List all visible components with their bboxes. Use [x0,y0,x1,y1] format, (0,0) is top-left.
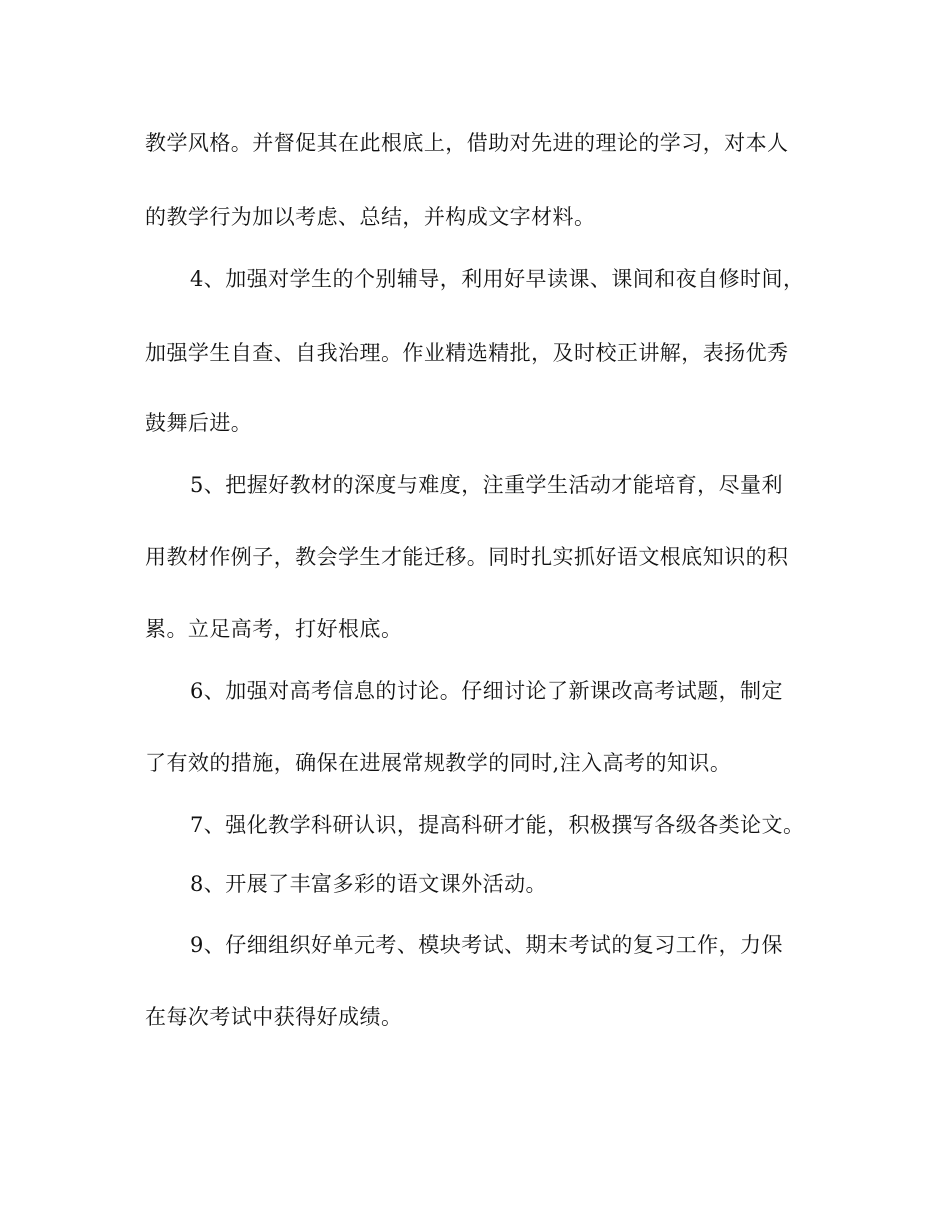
paragraph-9-start: 9、仔细组织好单元考、模块考试、期末考试的复习工作，力保 [190,933,783,957]
paragraph-4-start: 4、加强对学生的个别辅导，利用好早读课、课间和夜自修时间， [190,267,805,291]
text-line: 在每次考试中获得好成绩。 [145,1005,403,1029]
text-line: 累。立足高考，打好根底。 [145,617,403,641]
text-line: 鼓舞后进。 [145,411,253,435]
text-line: 用教材作例子，教会学生才能迁移。同时扎实抓好语文根底知识的积 [145,545,789,569]
text-line: 教学风格。并督促其在此根底上，借助对先进的理论的学习，对本人 [145,131,789,155]
paragraph-8: 8、开展了丰富多彩的语文课外活动。 [190,872,548,896]
paragraph-6-start: 6、加强对高考信息的讨论。仔细讨论了新课改高考试题，制定 [190,679,783,703]
text-line: 的教学行为加以考虑、总结，并构成文字材料。 [145,205,596,229]
text-line: 加强学生自查、自我治理。作业精选精批，及时校正讲解，表扬优秀 [145,341,789,365]
paragraph-7: 7、强化教学科研认识，提高科研才能，积极撰写各级各类论文。 [190,813,805,837]
paragraph-5-start: 5、把握好教材的深度与难度，注重学生活动才能培育，尽量利 [190,473,783,497]
text-line: 了有效的措施，确保在进展常规教学的同时,注入高考的知识。 [145,751,732,775]
